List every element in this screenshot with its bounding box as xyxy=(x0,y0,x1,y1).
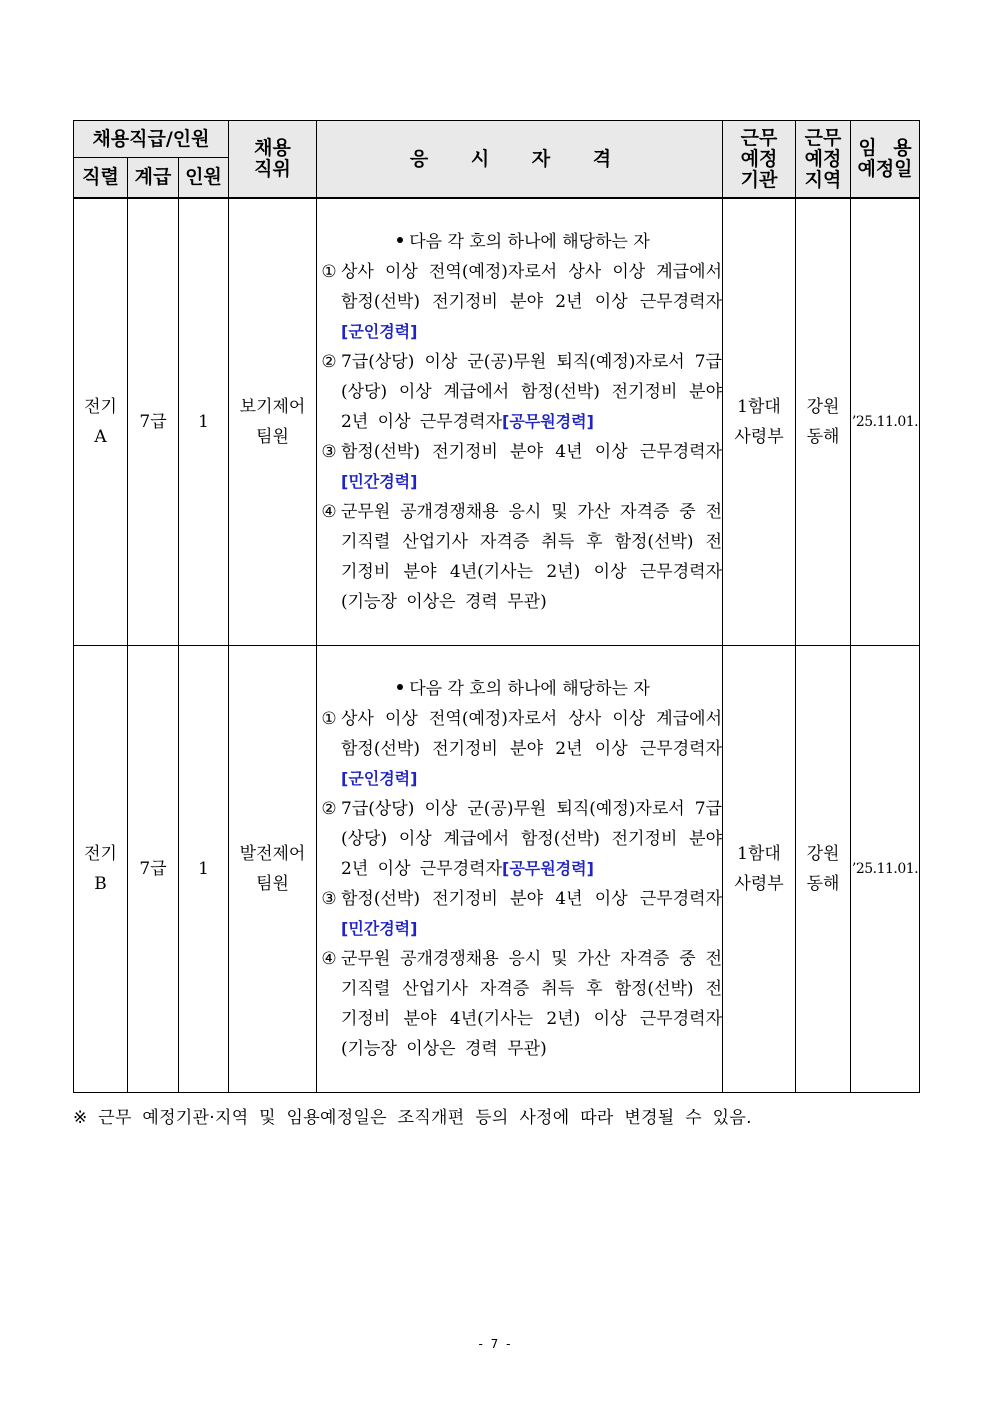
table-row xyxy=(74,645,920,1092)
qualification-item xyxy=(317,437,722,497)
date-cell: ’25.11.01. xyxy=(851,645,920,1092)
item-text xyxy=(341,347,722,437)
series-line2: B xyxy=(94,873,107,894)
qualifications-lead xyxy=(317,227,722,257)
item-number: ④ xyxy=(321,501,337,522)
career-tag: [민간경력] xyxy=(341,918,418,938)
item-text: 군무원 공개경쟁채용 응시 및 가산 자격증 중 전기직렬 산업기사 자격증 취득 후 함정(선박) 전기정비 분야 4년(기사는 2년) 이상 근무경력자 (기능장 이상은 경력 무관) xyxy=(341,948,722,1059)
position-line1: 발전제어 xyxy=(239,843,306,864)
region-line1: 강원 xyxy=(806,843,840,864)
region-line2: 동해 xyxy=(806,873,840,894)
region-cell xyxy=(796,198,851,645)
item-text xyxy=(341,884,722,944)
qualifications-cell xyxy=(317,645,723,1092)
career-tag: [군인경력] xyxy=(341,321,418,341)
qualifications-cell xyxy=(317,198,723,645)
agency-line2: 사령부 xyxy=(734,426,784,447)
item-body: 7급(상당) 이상 군(공)무원 퇴직(예정)자로서 7급(상당) 이상 계급에서 함정(선박) 전기정비 분야 2년 이상 근무경력자 xyxy=(341,351,722,432)
bullet-icon xyxy=(397,684,403,690)
qualifications-lead xyxy=(317,674,722,704)
lead-text: 다음 각 호의 하나에 해당하는 자 xyxy=(409,678,650,699)
item-text xyxy=(341,704,722,794)
position-line1: 보기제어 xyxy=(239,396,306,417)
footnote: ※ 근무 예정기관·지역 및 임용예정일은 조직개편 등의 사정에 따라 변경될 수 있음. xyxy=(73,1108,752,1128)
career-tag: [민간경력] xyxy=(341,471,418,491)
position-cell xyxy=(229,645,317,1092)
header-agency-line1: 근무 xyxy=(740,126,778,149)
agency-line2: 사령부 xyxy=(734,873,784,894)
header-date-line2: 예정일 xyxy=(857,158,913,180)
item-number: ① xyxy=(321,708,337,729)
item-body: 함정(선박) 전기정비 분야 4년 이상 근무경력자 xyxy=(341,441,722,462)
item-body: 상사 이상 전역(예정)자로서 상사 이상 계급에서 함정(선박) 전기정비 분야 2년 이상 근무경력자 xyxy=(341,261,722,312)
series-cell xyxy=(74,198,128,645)
item-text xyxy=(341,794,722,884)
item-text xyxy=(341,257,722,347)
item-number: ② xyxy=(321,351,337,372)
header-agency-line2: 예정 xyxy=(740,147,778,170)
qualification-item xyxy=(317,347,722,437)
grade-cell: 7급 xyxy=(128,645,179,1092)
header-series: 직렬 xyxy=(74,158,128,199)
item-number: ③ xyxy=(321,888,337,909)
header-position-line2: 직위 xyxy=(254,158,291,180)
career-tag: [공무원경력] xyxy=(502,411,594,431)
item-number: ④ xyxy=(321,948,337,969)
series-line2: A xyxy=(94,426,107,447)
qualification-item xyxy=(317,884,722,944)
qualification-item xyxy=(317,794,722,884)
item-number: ① xyxy=(321,261,337,282)
qualification-item xyxy=(317,704,722,794)
bullet-icon xyxy=(397,237,403,243)
header-group: 채용직급/인원 xyxy=(74,121,229,158)
header-agency xyxy=(723,121,796,199)
region-line1: 강원 xyxy=(806,396,840,417)
qualification-item xyxy=(317,497,722,617)
count-cell: 1 xyxy=(179,198,229,645)
career-tag: [군인경력] xyxy=(341,768,418,788)
series-line1: 전기 xyxy=(84,843,117,864)
header-region-line3: 지역 xyxy=(804,168,842,191)
header-region-line1: 근무 xyxy=(804,126,842,149)
header-position-line1: 채용 xyxy=(254,137,291,159)
agency-cell xyxy=(723,645,796,1092)
item-body: 함정(선박) 전기정비 분야 4년 이상 근무경력자 xyxy=(341,888,722,909)
qualification-item xyxy=(317,944,722,1064)
grade-cell: 7급 xyxy=(128,198,179,645)
item-text: 군무원 공개경쟁채용 응시 및 가산 자격증 중 전기직렬 산업기사 자격증 취득 후 함정(선박) 전기정비 분야 4년(기사는 2년) 이상 근무경력자 (기능장 이상은 경력 무관) xyxy=(341,501,722,612)
header-region-line2: 예정 xyxy=(804,147,842,170)
page-number: - 7 - xyxy=(478,1337,513,1351)
item-number: ③ xyxy=(321,441,337,462)
career-tag: [공무원경력] xyxy=(502,858,594,878)
item-body: 상사 이상 전역(예정)자로서 상사 이상 계급에서 함정(선박) 전기정비 분야 2년 이상 근무경력자 xyxy=(341,708,722,759)
item-number: ② xyxy=(321,798,337,819)
lead-text: 다음 각 호의 하나에 해당하는 자 xyxy=(409,231,650,252)
header-qualifications: 응 시 자 격 xyxy=(317,121,723,199)
item-text xyxy=(341,437,722,497)
region-line2: 동해 xyxy=(806,426,840,447)
item-body: 7급(상당) 이상 군(공)무원 퇴직(예정)자로서 7급(상당) 이상 계급에서 함정(선박) 전기정비 분야 2년 이상 근무경력자 xyxy=(341,798,722,879)
header-count: 인원 xyxy=(179,158,229,199)
table-row xyxy=(74,198,920,645)
count-cell: 1 xyxy=(179,645,229,1092)
agency-cell xyxy=(723,198,796,645)
header-date xyxy=(851,121,920,199)
header-grade: 계급 xyxy=(128,158,179,199)
header-region xyxy=(796,121,851,199)
qualification-item xyxy=(317,257,722,347)
position-line2: 팀원 xyxy=(256,426,289,447)
header-date-line1: 임 용 xyxy=(858,137,912,159)
position-line2: 팀원 xyxy=(256,873,289,894)
agency-line1: 1함대 xyxy=(737,396,781,417)
series-cell xyxy=(74,645,128,1092)
date-cell: ’25.11.01. xyxy=(851,198,920,645)
header-agency-line3: 기관 xyxy=(740,168,778,191)
region-cell xyxy=(796,645,851,1092)
header-position xyxy=(229,121,317,199)
recruitment-table xyxy=(73,120,920,1093)
series-line1: 전기 xyxy=(84,396,117,417)
agency-line1: 1함대 xyxy=(737,843,781,864)
position-cell xyxy=(229,198,317,645)
